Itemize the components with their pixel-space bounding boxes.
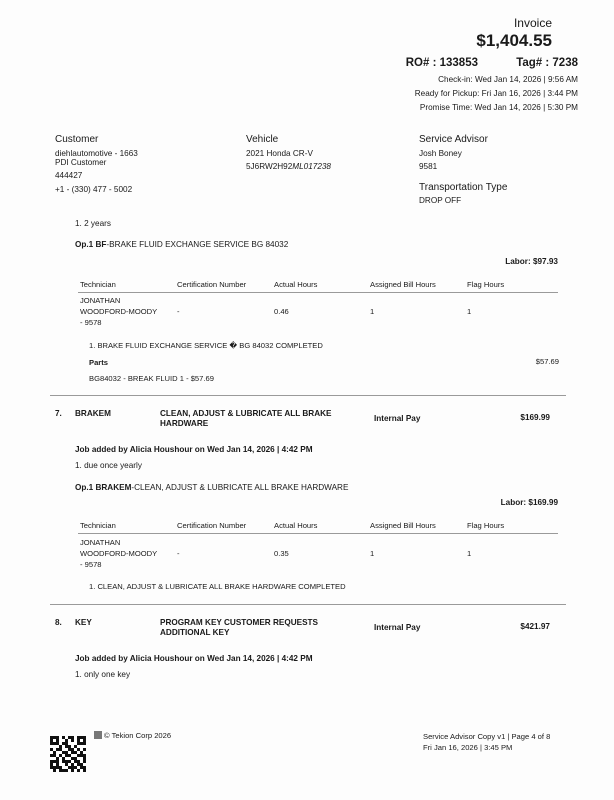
bf-th-certification: Certification Number (177, 280, 247, 289)
job8-amount: $421.97 (520, 622, 550, 631)
job8-number: 8. (55, 618, 62, 627)
promise-time: Promise Time: Wed Jan 14, 2026 | 5:30 PM (419, 103, 578, 112)
vehicle-model: 2021 Honda CR-V (246, 149, 313, 158)
bf-th-flag: Flag Hours (467, 280, 505, 289)
vehicle-heading: Vehicle (246, 134, 279, 145)
advisor-id: 9581 (419, 162, 438, 171)
job7-code: BRAKEM (75, 409, 111, 418)
job7-th-technician: Technician (80, 521, 116, 530)
vehicle-vin (246, 162, 331, 171)
job7-note: 1. due once yearly (75, 461, 142, 470)
bf-completion: 1. BRAKE FLUID EXCHANGE SERVICE � BG 84032 COMPLETED (89, 341, 323, 350)
footer-copyright (94, 731, 171, 740)
job7-actual-hours: 0.35 (274, 549, 289, 558)
bf-note: 1. 2 years (75, 219, 111, 228)
tekion-logo-icon (94, 731, 102, 739)
bf-th-actual: Actual Hours (274, 280, 318, 289)
bf-th-assigned: Assigned Bill Hours (370, 280, 436, 289)
job8-note: 1. only one key (75, 670, 131, 679)
doc-title: Invoice (513, 16, 552, 30)
bf-cert: - (177, 307, 180, 316)
job7-th-actual: Actual Hours (274, 521, 318, 530)
job7-th-flag: Flag Hours (467, 521, 505, 530)
footer-copyright-text: © Tekion Corp 2026 (104, 731, 172, 740)
bf-table-divider (78, 292, 558, 293)
customer-phone: +1 - (330) 477 - 5002 (55, 185, 133, 194)
vin-suffix: ML017238 (292, 162, 331, 171)
job7-tech-line3: - 9578 (80, 560, 102, 569)
customer-type: PDI Customer (55, 158, 107, 167)
bf-parts-total: $57.69 (535, 357, 559, 366)
job7-desc: CLEAN, ADJUST & LUBRICATE ALL BRAKE HARDWARE (160, 409, 332, 428)
bf-labor: Labor: $97.93 (505, 257, 558, 266)
job7-added-by: Job added by Alicia Houshour on Wed Jan 14, 2026 | 4:42 PM (75, 445, 313, 454)
job7-table-divider (78, 533, 558, 534)
job7-pay: Internal Pay (374, 414, 421, 423)
bf-assigned-hours: 1 (370, 307, 375, 316)
invoice-total: $1,404.55 (476, 31, 552, 50)
job7-op-code: Op.1 BRAKEM (75, 483, 132, 492)
job7-flag-hours: 1 (467, 549, 472, 558)
job7-divider (50, 395, 566, 396)
bf-tech-line2: WOODFORD-MOODY (80, 307, 158, 316)
footer-printed: Fri Jan 16, 2026 | 3:45 PM (423, 743, 513, 752)
bf-th-technician: Technician (80, 280, 116, 289)
transport-value: DROP OFF (419, 196, 462, 205)
bf-op-code: Op.1 BF (75, 240, 107, 249)
job8-code: KEY (75, 618, 92, 627)
job8-added-by: Job added by Alicia Houshour on Wed Jan 14, 2026 | 4:42 PM (75, 654, 313, 663)
job7-cert: - (177, 549, 180, 558)
job8-divider (50, 604, 566, 605)
customer-name: diehlautomotive - 1663 (55, 149, 138, 158)
bf-part-line: BG84032 - BREAK FLUID 1 - $57.69 (89, 374, 214, 383)
qr-code (50, 736, 86, 772)
customer-id: 444427 (55, 171, 83, 180)
advisor-heading: Service Advisor (419, 134, 488, 145)
job7-number: 7. (55, 409, 62, 418)
checkin-time: Check-in: Wed Jan 14, 2026 | 9:56 AM (438, 75, 578, 84)
job7-tech-line2: WOODFORD-MOODY (80, 549, 158, 558)
job7-op-line (75, 483, 348, 492)
bf-actual-hours: 0.46 (274, 307, 289, 316)
job7-th-certification: Certification Number (177, 521, 247, 530)
bf-parts-label: Parts (89, 358, 108, 367)
job8-pay: Internal Pay (374, 623, 421, 632)
job7-op-desc: -CLEAN, ADJUST & LUBRICATE ALL BRAKE HARDWARE (131, 483, 349, 492)
job7-tech-line1: JONATHAN (80, 538, 121, 547)
job8-desc: PROGRAM KEY CUSTOMER REQUESTS ADDITIONAL KEY (160, 618, 319, 637)
footer-copy-info: Service Advisor Copy v1 | Page 4 of 8 (423, 732, 551, 741)
ro-number: RO# : 133853 (405, 57, 478, 69)
bf-flag-hours: 1 (467, 307, 472, 316)
customer-heading: Customer (55, 134, 99, 145)
ready-time: Ready for Pickup: Fri Jan 16, 2026 | 3:44 PM (414, 89, 578, 98)
job7-amount: $169.99 (520, 413, 550, 422)
job7-labor: Labor: $169.99 (500, 498, 558, 507)
bf-op-line (75, 240, 288, 249)
bf-tech-line1: JONATHAN (80, 296, 121, 305)
tag-number: Tag# : 7238 (516, 57, 578, 69)
vin-prefix: 5J6RW2H92 (246, 162, 293, 171)
advisor-name: Josh Boney (419, 149, 462, 158)
bf-op-desc: -BRAKE FLUID EXCHANGE SERVICE BG 84032 (106, 240, 289, 249)
transport-heading: Transportation Type (419, 182, 508, 193)
job7-completion: 1. CLEAN, ADJUST & LUBRICATE ALL BRAKE HARDWARE COMPLETED (89, 582, 346, 591)
bf-tech-line3: - 9578 (80, 318, 102, 327)
job7-th-assigned: Assigned Bill Hours (370, 521, 436, 530)
job7-assigned-hours: 1 (370, 549, 375, 558)
